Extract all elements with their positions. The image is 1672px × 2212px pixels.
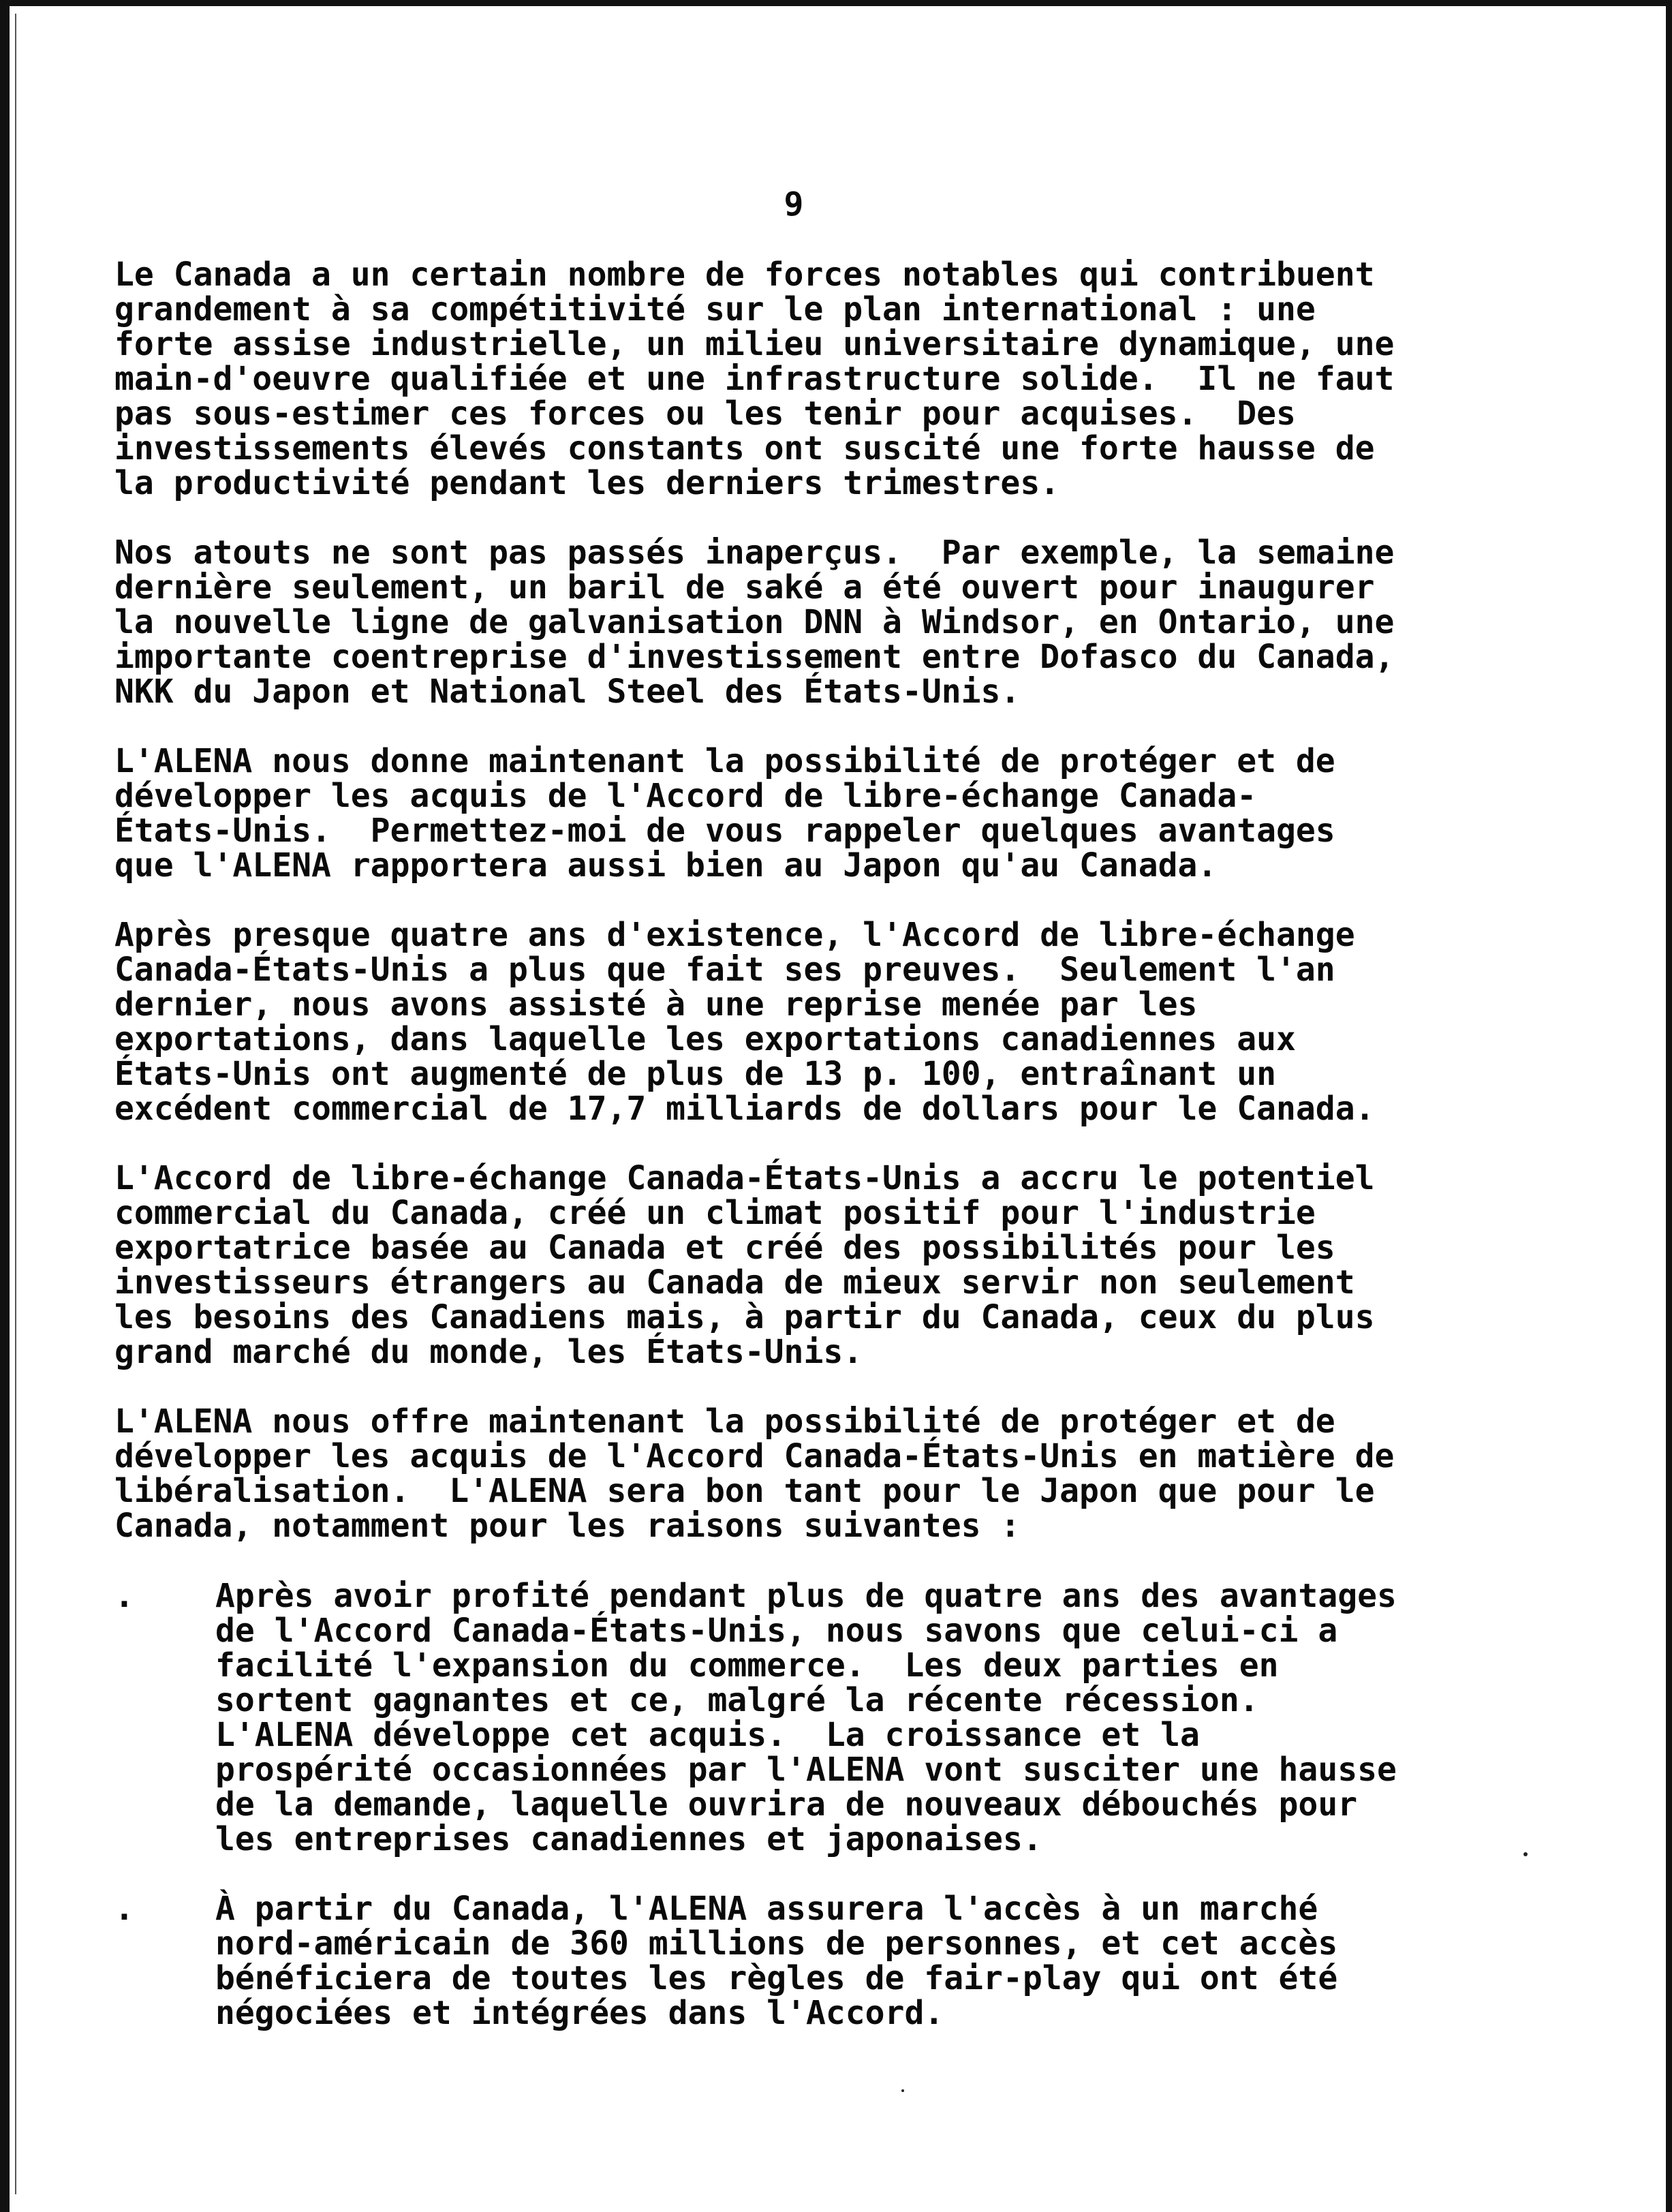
scan-border-right bbox=[1666, 0, 1672, 2212]
scan-border-left-inner bbox=[15, 14, 16, 2194]
bullet-text: Après avoir profité pendant plus de quatre ans des avantages de l'Accord Canada-États-Unis, nous savons que celui-ci a facilité l'expansion du commerce. Les deux parties en sortent gagnantes et ce, malgré la récente récession. L'ALENA développe cet acquis. La croissance et la prospérité occasionnées par l'ALENA vont susciter une hausse de la demande, laquelle ouvrira de nouveaux débouchés pour les entreprises canadiennes et japonaises. bbox=[215, 1577, 1397, 1858]
paragraph-4: Après presque quatre ans d'existence, l'Accord de libre-échange Canada-États-Unis a plus que fait ses preuves. Seulement l'an dernier, nous avons assisté à une reprise menée par les exportations, dans laquelle les exportations canadiennes aux États-Unis ont augmenté de plus de 13 p. 100, entraînant un excédent commercial de 17,7 milliards de dollars pour le Canada. bbox=[114, 916, 1375, 1128]
scan-border-left bbox=[0, 0, 10, 2212]
paragraph-5: L'Accord de libre-échange Canada-États-Unis a accru le potentiel commercial du Canada, créé un climat positif pour l'industrie exportatrice basée au Canada et créé des possibilités pour les investisseurs étrangers au Canada de mieux servir non seulement les besoins des Canadiens mais, à partir du Canada, ceux du plus grand marché du monde, les États-Unis. bbox=[114, 1159, 1375, 1371]
page-number: 9 bbox=[784, 185, 804, 224]
scan-speck bbox=[901, 2089, 904, 2092]
scan-speck bbox=[1523, 1852, 1528, 1856]
paragraph-1: Le Canada a un certain nombre de forces notables qui contribuent grandement à sa compétitivité sur le plan international : une forte assise industrielle, un milieu universitaire dynamique, une main-d'oeuvre qualifiée et une infrastructure solide. Il ne faut pas sous-estimer ces forces ou les tenir pour acquises. Des investissements élevés constants ont suscité une forte hausse de la productivité pendant les derniers trimestres. bbox=[114, 256, 1395, 502]
bullet-mark: . bbox=[114, 1890, 134, 1928]
bullet-mark: . bbox=[114, 1577, 134, 1615]
paragraph-6: L'ALENA nous offre maintenant la possibilité de protéger et de développer les acquis de l'Accord Canada-États-Unis en matière de libéralisation. L'ALENA sera bon tant pour le Japon que pour le Canada, notamment pour les raisons suivantes : bbox=[114, 1402, 1395, 1545]
paragraph-3: L'ALENA nous donne maintenant la possibilité de protéger et de développer les acquis de l'Accord de libre-échange Canada- États-Unis. Permettez-moi de vous rappeler quelques avantages que l'ALENA rapportera aussi bien au Japon qu'au Canada. bbox=[114, 742, 1335, 885]
bullet-text: À partir du Canada, l'ALENA assurera l'accès à un marché nord-américain de 360 millions de personnes, et cet accès bénéficiera de toutes les règles de fair-play qui ont été négociées et intégrées dans l'Accord. bbox=[215, 1890, 1338, 2032]
scan-border-top bbox=[0, 0, 1672, 6]
paragraph-2: Nos atouts ne sont pas passés inaperçus. Par exemple, la semaine dernière seulement, un baril de saké a été ouvert pour inaugurer la nouvelle ligne de galvanisation DNN à Windsor, en Ontario, une importante coentreprise d'investissement entre Dofasco du Canada, NKK du Japon et National Steel des États-Unis. bbox=[114, 534, 1395, 711]
